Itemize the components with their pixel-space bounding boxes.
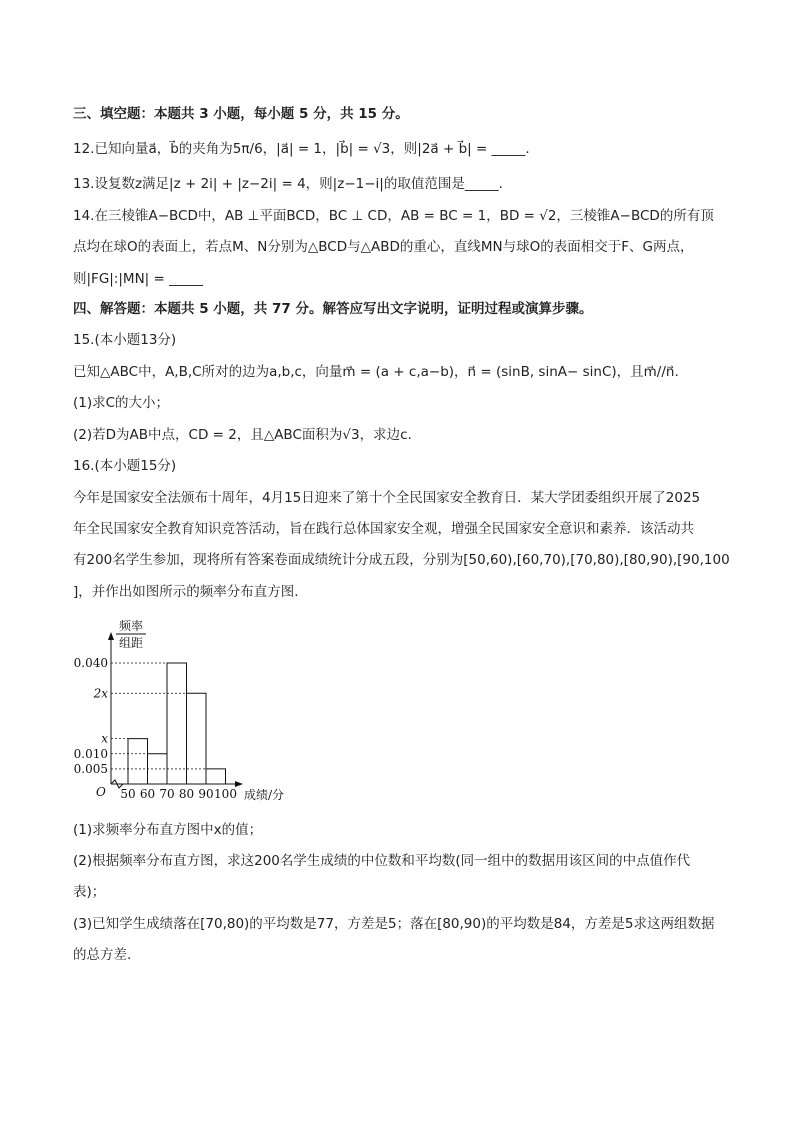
origin-label: O	[96, 785, 106, 799]
question-16-part-3-line-2: 的总方差.	[73, 947, 132, 963]
y-tick-label-2: x	[101, 731, 108, 746]
question-16-title: 16.(本小题15分)	[73, 458, 177, 474]
x-tick-label-60: 60	[139, 787, 156, 801]
bars-group	[128, 663, 226, 784]
x-axis-label: 成绩/分	[244, 788, 285, 802]
question-16-line-3: 有200名学生参加，现将所有答案卷面成绩统计分成五段，分别为[50,60),[60,70),[70,80),[80,90),[90,100	[73, 552, 730, 568]
y-tick-label-4: 0.005	[73, 761, 108, 776]
ylabel-bottom: 组距	[119, 636, 144, 650]
section-4-heading: 四、解答题：本题共 5 小题，共 77 分。解答应写出文字说明，证明过程或演算步骤。	[73, 301, 593, 317]
histogram-bar-70-80	[167, 663, 187, 784]
question-16-part-1: (1)求频率分布直方图中x的值；	[73, 822, 263, 838]
x-tick-label-100: 100	[214, 787, 237, 801]
question-12: 12.已知向量a⃗，b⃗的夹角为5π/6，|a⃗| = 1，|b⃗| = √3，则|2a⃗ + b⃗| = _____.	[73, 141, 530, 157]
question-13: 13.设复数z满足|z + 2i| + |z−2i| = 4，则|z−1−i|的取值范围是_____.	[73, 176, 503, 192]
question-15-part-1: (1)求C的大小；	[73, 395, 170, 411]
y-axis-arrow	[108, 632, 114, 640]
x-tick-label-70: 70	[159, 787, 175, 801]
question-16-part-2-line-2: 表)；	[73, 884, 106, 900]
question-15-part-2: (2)若D为AB中点，CD = 2，且△ABC面积为√3，求边c.	[73, 427, 412, 443]
x-tick-label-50: 50	[120, 787, 136, 801]
section-3-heading: 三、填空题：本题共 3 小题，每小题 5 分，共 15 分。	[73, 106, 409, 122]
histogram-bar-80-90	[187, 693, 207, 784]
histogram-bar-50-60	[128, 739, 148, 784]
y-tick-label-3: 0.010	[73, 746, 108, 761]
question-14-line-2: 点均在球O的表面上，若点M、N分别为△BCD与△ABD的重心，直线MN与球O的表面相交于F、G两点，	[73, 239, 694, 255]
question-16-line-2: 年全民国家安全教育知识竞答活动，旨在践行总体国家安全观，增强全民国家安全意识和素养．该活动共	[73, 521, 694, 537]
x-tick-label-80: 80	[178, 787, 195, 801]
question-16-line-4: ]，并作出如图所示的频率分布直方图.	[73, 584, 299, 600]
question-14-line-1: 14.在三棱锥A−BCD中，AB ⊥平面BCD，BC ⊥ CD，AB = BC = 1，BD = √2，三棱锥A−BCD的所有顶	[73, 208, 714, 224]
question-15-title: 15.(本小题13分)	[73, 332, 177, 348]
x-tick-label-90: 90	[198, 787, 214, 801]
question-15-stem: 已知△ABC中，A,B,C所对的边为a,b,c，向量m⃗ = (a + c,a−b)，n⃗ = (sinB, sinA− sinC)，且m⃗//n⃗.	[73, 364, 679, 380]
question-16-part-2-line-1: (2)根据频率分布直方图，求这200名学生成绩的中位数和平均数(同一组中的数据用该区间的中点值作代	[73, 853, 691, 869]
ylabel-top: 频率	[119, 619, 144, 633]
histogram-bar-90-100	[206, 769, 226, 784]
question-16-line-1: 今年是国家安全法颁布十周年，4月15日迎来了第十个全民国家安全教育日．某大学团委组织开展了2025	[73, 490, 701, 506]
y-tick-label-1: 2x	[93, 686, 108, 701]
question-16-part-3-line-1: (3)已知学生成绩落在[70,80)的平均数是77，方差是5；落在[80,90)的平均数是84，方差是5求这两组数据	[73, 916, 715, 932]
y-tick-label-0: 0.040	[73, 656, 108, 670]
frequency-histogram	[73, 616, 312, 808]
y-ticks-group	[74, 656, 109, 776]
question-14-line-3: 则|FG|:|MN| = _____	[73, 271, 203, 287]
x-ticks-group	[120, 787, 237, 801]
